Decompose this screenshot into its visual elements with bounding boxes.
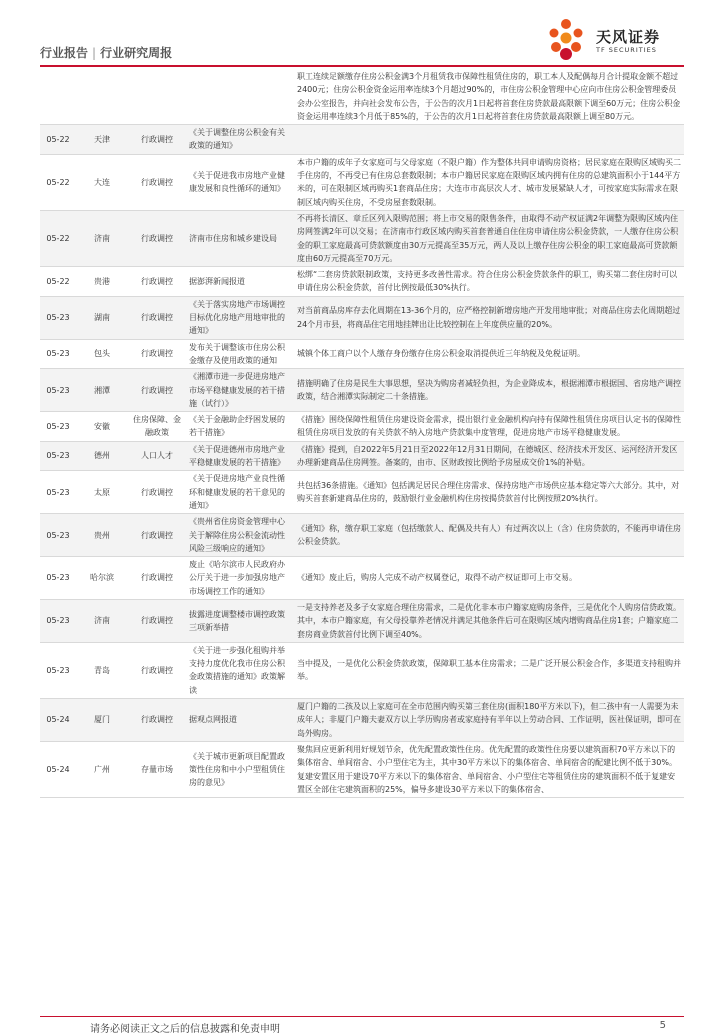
row-policy: 《贵州省住房资金管理中心关于解除住房公积金流动性风险三级响应的通知》 [186,514,294,557]
row-content: 松绑“二套房贷款限制政策，支持更多改善性需求。符合住房公积金贷款条件的职工，购买第二套住房时可以申请住房公积金贷款，首付比例按最低30%执行。 [294,267,684,297]
row-date: 05-23 [40,599,76,642]
row-city: 大连 [76,154,128,210]
row-type: 行政调控 [128,296,186,339]
row-policy: 废止《哈尔滨市人民政府办公厅关于进一步加强房地产市场调控工作的通知》 [186,557,294,600]
table-row [40,741,684,797]
logo-subtitle: TF SECURITIES [596,46,657,54]
row-city: 包头 [76,339,128,369]
table-row [40,441,684,471]
row-city: 济南 [76,599,128,642]
table-row [40,339,684,369]
table-row [40,557,684,600]
footer-divider [40,1016,684,1017]
row-date [40,69,76,125]
header-divider [40,65,684,67]
row-type: 存量市场 [128,741,186,797]
table-row [40,699,684,742]
table-row [40,296,684,339]
row-content: 《措施》提到，自2022年5月21日至2022年12月31日期间，在德城区、经济技术开发区、运河经济开发区办理新建商品住房网签。备案的，由市、区财政按比例给予房屋成交价1%的补贴。 [294,441,684,471]
row-date: 05-24 [40,741,76,797]
table-row [40,642,684,698]
row-city: 湘潭 [76,369,128,412]
row-content: 当中提及，一是优化公积金贷款政策，保障职工基本住房需求；二是广泛开展公积金合作，多渠道支持租购并举。 [294,642,684,698]
row-content: 不再将长清区、章丘区列入限购范围；将上市交易的限售条件，由取得不动产权证满2年调整为限购区域内住房网签满2年可以交易；在济南市行政区域内购买首套普通自住住房申请住房公积金贷款，一人缴存住房公积金的职工家庭最高可贷款额度由30万元提高至35万元，两人及以上缴存住房公积金的职工家庭最高可贷款额度由60万元提高至70万元。 [294,210,684,266]
logo-mark-icon [544,18,588,64]
disclaimer-note: 请务必阅读正文之后的信息披露和免责申明 [90,1024,280,1035]
row-date: 05-23 [40,514,76,557]
row-policy [186,69,294,125]
row-city [76,69,128,125]
row-content: 共包括36条措施。《通知》包括满足居民合理住房需求、保持房地产市场供应基本稳定等六大部分。其中，对购买首套新建商品住房的，鼓励银行业金融机构住房按揭贷款首付比例按照20%执行。 [294,471,684,514]
row-content: 职工连续足额缴存住房公积金满3个月租赁我市保障性租赁住房的，职工本人及配偶每月合计提取金额不超过2400元；住房公积金资金运用率连续3个月超过90%的，市住房公积金管理中心应向市住房公积金管理委员会办公室报告，并向社会发布公告，于公告的次月1日起将首套住房贷款最高限额下调至60万元；住房公积金资金运用率连续3个月低于85%的，于公告的次月1日起将首套住房贷款最高限额上调至80万元。 [294,69,684,125]
tf-securities-logo [544,18,684,64]
row-policy: 拔露进度调整楼市调控政策三项新举措 [186,599,294,642]
table-row [40,69,684,125]
row-date: 05-23 [40,441,76,471]
row-type: 行政调控 [128,154,186,210]
table-row [40,471,684,514]
row-city: 贵港 [76,267,128,297]
row-date: 05-23 [40,339,76,369]
row-city: 太原 [76,471,128,514]
row-content: 《措施》围绕保障性租赁住房建设资金需求，提出银行业金融机构向持有保障性租赁住房项目认定书的保障性租赁住房项目发放的有关贷款不纳入房地产贷款集中度管理，促进房地产市场平稳健康发展。 [294,412,684,442]
header-separator: | [92,46,97,60]
row-content: 城镇个体工商户以个人缴存身份缴存住房公积金取消提供近三年纳税及免税证明。 [294,339,684,369]
row-content [294,125,684,155]
row-content: 聚焦回应更新利用好规划节余，优先配置政策性住房。优先配置的政策性住房要以建筑面积70平方米以下的集体宿舍、单间宿舍、小户型住宅为主，其中30平方米以下的集体宿舍、单间宿舍的配建比例不低于30%。复建安置区用于建设70平方米以下的集体宿舍、单间宿舍、小户型住宅等租赁住房的建筑面积不低于复建安置区全部住宅建筑面积的25%，偏导多建设30平方米以下的集体宿舍、 [294,741,684,797]
row-policy: 据观点网报道 [186,699,294,742]
row-type: 住房保障、金融政策 [128,412,186,442]
row-policy: 《关于调整住房公积金有关政策的通知》 [186,125,294,155]
row-content: 一是支持养老及多子女家庭合理住房需求，二是优化非本市户籍家庭购房条件，三是优化个人购房信贷政策。其中，本市户籍家庭，有父母投靠养老情况并满足其他条件后可在限购区域内增购商品住房1套；户籍家庭二套房商业贷款首付比例下调至40%。 [294,599,684,642]
row-city: 济南 [76,210,128,266]
row-date: 05-22 [40,125,76,155]
row-policy: 据澎湃新闻报道 [186,267,294,297]
row-city: 青岛 [76,642,128,698]
row-content: 《通知》废止后，购房人完成不动产权属登记，取得不动产权证即可上市交易。 [294,557,684,600]
row-date: 05-24 [40,699,76,742]
row-type: 行政调控 [128,471,186,514]
row-type: 行政调控 [128,699,186,742]
page-number: 5 [659,1020,666,1031]
row-date: 05-23 [40,296,76,339]
row-type: 行政调控 [128,557,186,600]
row-policy: 《关于金融助企纾困发展的若干措施》 [186,412,294,442]
logo-name: 天风证券 [596,28,661,46]
table-row [40,514,684,557]
row-date: 05-22 [40,267,76,297]
report-header [40,28,684,64]
row-date: 05-22 [40,154,76,210]
policy-table-body [40,69,684,798]
table-row [40,369,684,412]
table-row [40,599,684,642]
row-date: 05-23 [40,642,76,698]
row-type: 行政调控 [128,339,186,369]
row-type [128,69,186,125]
row-type: 行政调控 [128,210,186,266]
row-content: 措施明确了住房是民生大事思想，坚决为购房者减轻负担，为企业降成本，根据湘潭市根据国、省房地产调控政策，结合湘潭实际制定二十条措施。 [294,369,684,412]
table-row [40,125,684,155]
policy-table [40,69,684,798]
row-type: 行政调控 [128,599,186,642]
table-row [40,412,684,442]
row-city: 广州 [76,741,128,797]
row-type: 行政调控 [128,514,186,557]
row-city: 厦门 [76,699,128,742]
header-title [40,44,172,61]
row-date: 05-23 [40,471,76,514]
table-row [40,154,684,210]
row-policy: 《关于进一步强化租购并举支持力度优化我市住房公积金政策措施的通知》政策解读 [186,642,294,698]
row-city: 天津 [76,125,128,155]
row-date: 05-22 [40,210,76,266]
row-policy: 《湘潭市进一步促进房地产市场平稳健康发展的若干措施（试行）》 [186,369,294,412]
row-city: 安徽 [76,412,128,442]
row-type: 行政调控 [128,369,186,412]
row-policy: 《关于促进我市房地产业健康发展和良性循环的通知》 [186,154,294,210]
row-content: 对当前商品房库存去化周期在13-36个月的，应严格控制新增房地产开发用地审批；对商品住房去化周期超过24个月市县，将商品住宅用地挂牌出让比较控制在上年度供应量的20%。 [294,296,684,339]
row-type: 行政调控 [128,642,186,698]
row-type: 行政调控 [128,267,186,297]
row-content: 厦门户籍的二孩及以上家庭可在全市范围内购买第三套住房(面积180平方米以下)，但二孩中有一人需要为未成年人；非厦门户籍夫妻双方以上学历购房者或家庭持有半年以上劳动合同、工作证明，医社保证明，即可在岛外购房。 [294,699,684,742]
row-date: 05-23 [40,557,76,600]
row-policy: 《关于促进房地产业良性循环和健康发展的若干意见的通知》 [186,471,294,514]
row-city: 德州 [76,441,128,471]
row-type: 人口人才 [128,441,186,471]
row-type: 行政调控 [128,125,186,155]
row-city: 哈尔滨 [76,557,128,600]
row-policy: 发布关于调整该市住房公积金缴存及使用政策的通知 [186,339,294,369]
row-city: 湖南 [76,296,128,339]
row-policy: 《关于城市更新项目配置政策性住房和中小户型租赁住房的意见》 [186,741,294,797]
header-left-title: 行业报告 [40,46,89,60]
row-date: 05-23 [40,412,76,442]
table-row [40,267,684,297]
row-city: 贵州 [76,514,128,557]
row-policy: 《关于落实房地产市场调控目标优化房地产用地审批的通知》 [186,296,294,339]
header-right-title: 行业研究周报 [100,46,173,60]
table-row [40,210,684,266]
row-policy: 济南市住房和城乡建设局 [186,210,294,266]
row-policy: 《关于促进德州市房地产业平稳健康发展的若干措施》 [186,441,294,471]
row-content: 《通知》称，缴存职工家庭（包括缴款人、配偶及共有人）有过两次以上（含）住房贷款的，不能再申请住房公积金贷款。 [294,514,684,557]
row-date: 05-23 [40,369,76,412]
row-content: 本市户籍的成年子女家庭可与父母家庭（不限户籍）作为整体共同申请购房资格；居民家庭在限购区域购买二手住房的，不再受已有住房总套数限制；本市户籍居民家庭在限购区域内拥有住房的总建筑面积小于144平方米的，可在限制区域再购买1套商品住房；大连市市高层次人才、城市发展紧缺人才，可按家庭实际需求在限制区域内购买住房，不受房屋套数限制。 [294,154,684,210]
